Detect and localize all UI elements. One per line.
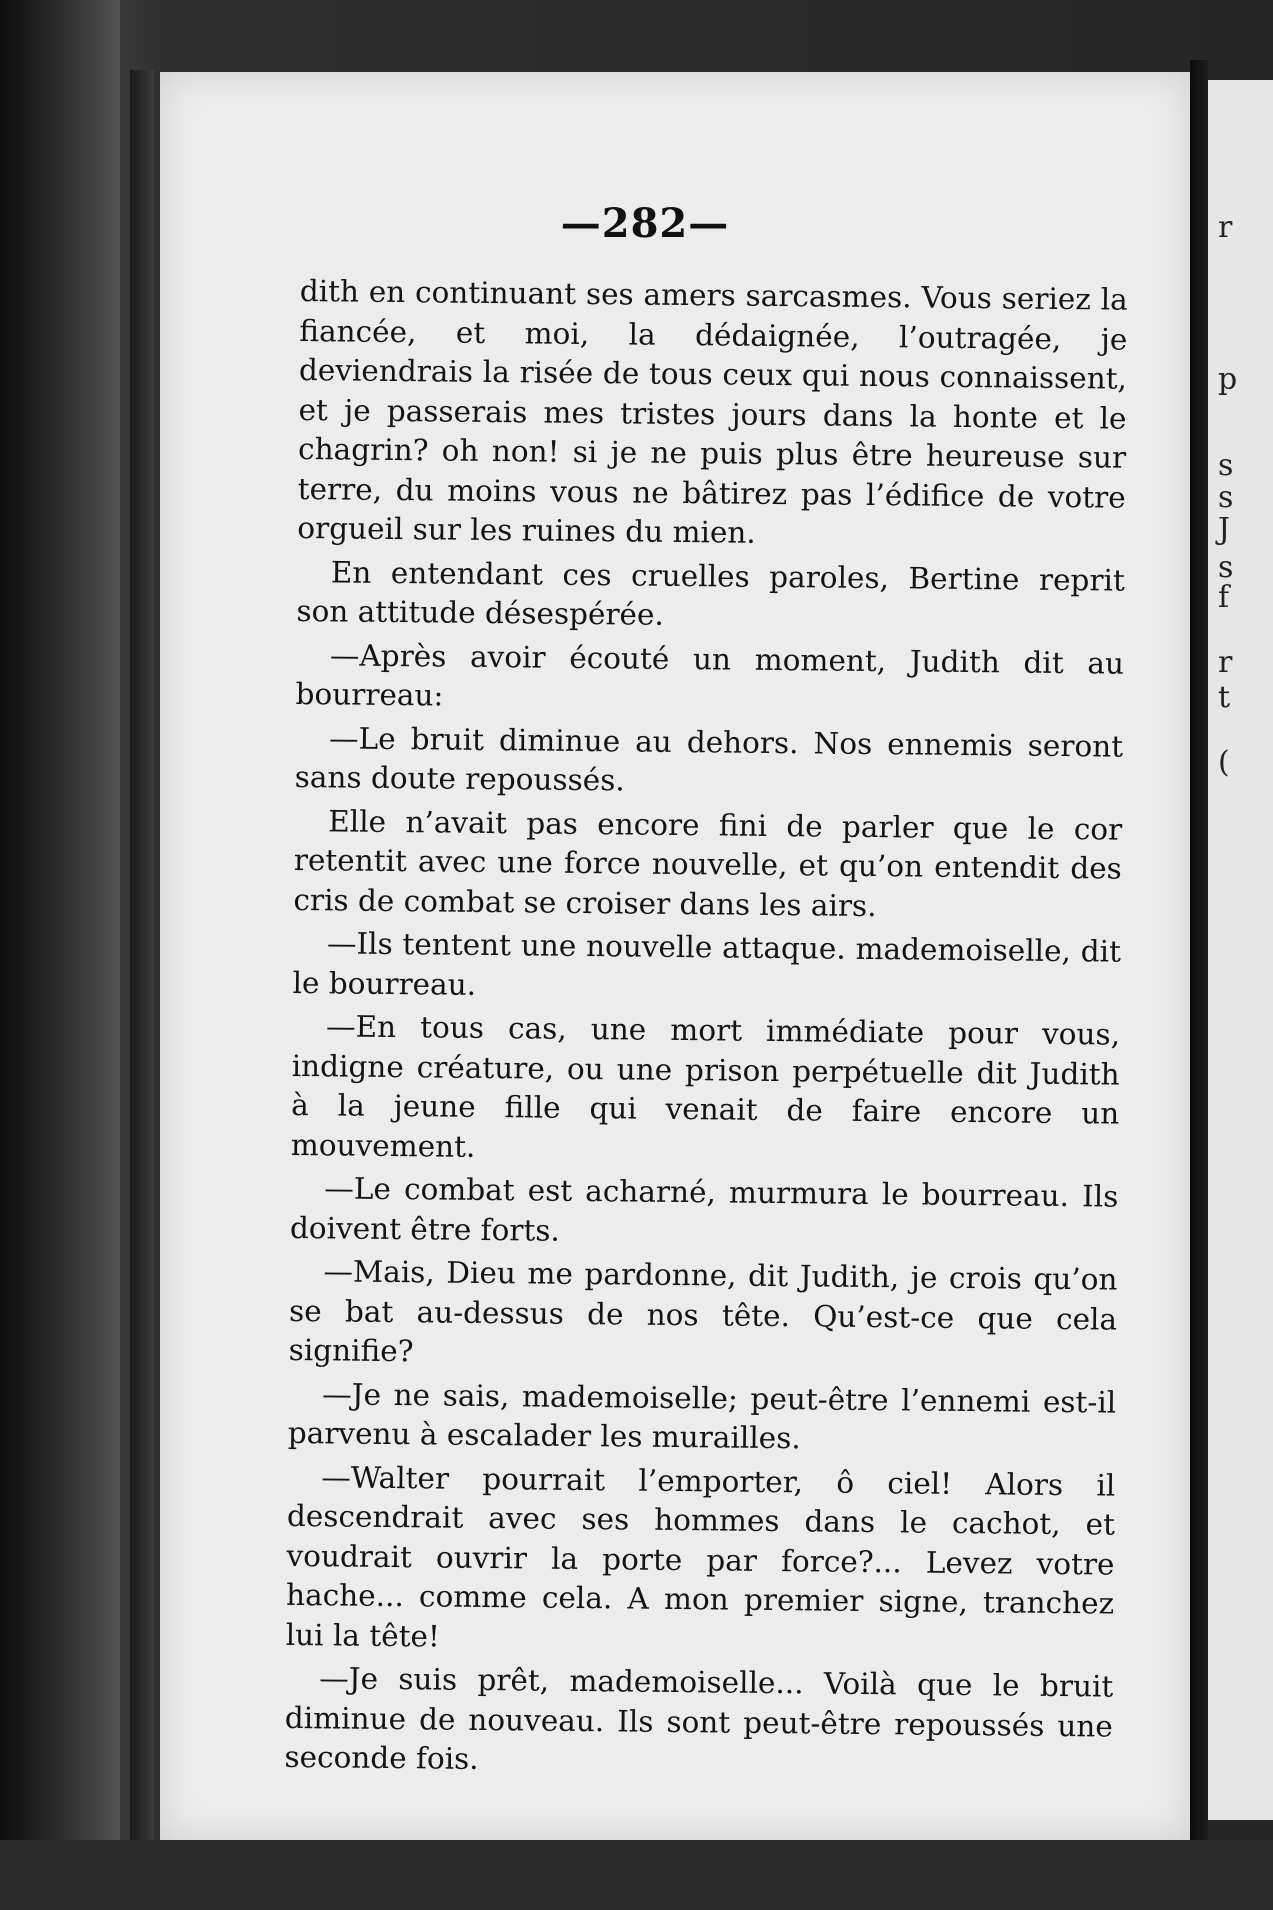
paragraph: —Je suis prêt, mademoiselle... Voilà que le bruit diminue de nouveau. Ils sont peut-être repoussés une seconde fois.: [284, 1661, 1114, 1776]
page-shadow: [130, 70, 154, 1840]
facing-page-fragment: s: [1218, 550, 1234, 585]
paragraph: En entendant ces cruelles paroles, Bertine reprit son attitude désespérée.: [296, 554, 1125, 632]
facing-page-fragment: t: [1218, 680, 1231, 715]
facing-page-fragment: r: [1218, 645, 1233, 680]
facing-page-fragment: (: [1218, 745, 1230, 780]
scan-bottom-band: [0, 1840, 1273, 1910]
paragraph: dith en continuant ses amers sarcasmes. Vous seriez la fiancée, et moi, la dédaignée, l’outragée, je deviendrais la risée de tous ceux qui nous connaissent, et je passerais mes tristes jours dans la honte et le chagrin? oh non! si je ne puis plus être heureuse sur terre, du moins vous ne bâtirez pas l’édifice de votre orgueil sur les ruines du mien.: [297, 273, 1128, 550]
page-body-text: [284, 272, 1128, 1790]
facing-page-fragment: r: [1218, 210, 1233, 245]
paragraph: —Ils tentent une nouvelle attaque. mademoiselle, dit le bourreau.: [292, 926, 1122, 1002]
book-gutter: [1190, 60, 1208, 1850]
paragraph: —Le combat est acharné, murmura le bourreau. Ils doivent être forts.: [289, 1171, 1119, 1248]
paragraph: —Je ne sais, mademoiselle; peut-être l’ennemi est-il parvenu à escalader les murailles.: [287, 1376, 1117, 1456]
facing-page: [1208, 80, 1273, 1820]
paragraph: Elle n’avait pas encore fini de parler que le cor retentit avec une force nouvelle, et qu’on entendit des cris de combat se croiser dans les airs.: [293, 803, 1123, 923]
paragraph: —Mais, Dieu me pardonne, dit Judith, je crois qu’on se bat au-dessus de nos tête. Qu’est-ce que cela signifie?: [288, 1254, 1118, 1369]
paragraph: —En tous cas, une mort immédiate pour vous, indigne créature, ou une prison perpétuelle dit Judith à la jeune fille qui venait de faire encore un mouvement.: [290, 1009, 1121, 1164]
paragraph: —Le bruit diminue au dehors. Nos ennemis seront sans doute repoussés.: [294, 720, 1124, 798]
facing-page-fragment: s: [1218, 448, 1234, 483]
facing-page-fragment: J: [1218, 512, 1231, 547]
facing-page-fragment: s: [1218, 480, 1234, 515]
book-page: [160, 72, 1190, 1840]
facing-page-fragment: f: [1218, 580, 1230, 615]
page-number: —282—: [560, 200, 730, 247]
paragraph: —Après avoir écouté un moment, Judith dit au bourreau:: [295, 637, 1125, 713]
facing-page-fragment: p: [1218, 362, 1238, 397]
left-margin-strip: [0, 0, 120, 1910]
paragraph: —Walter pourrait l’emporter, ô ciel! Alors il descendrait avec ses hommes dans le cachot, et voudrait ouvrir la porte par force?... Levez votre hache... comme cela. A mon premier signe, tranchez lui la tête!: [285, 1459, 1116, 1654]
